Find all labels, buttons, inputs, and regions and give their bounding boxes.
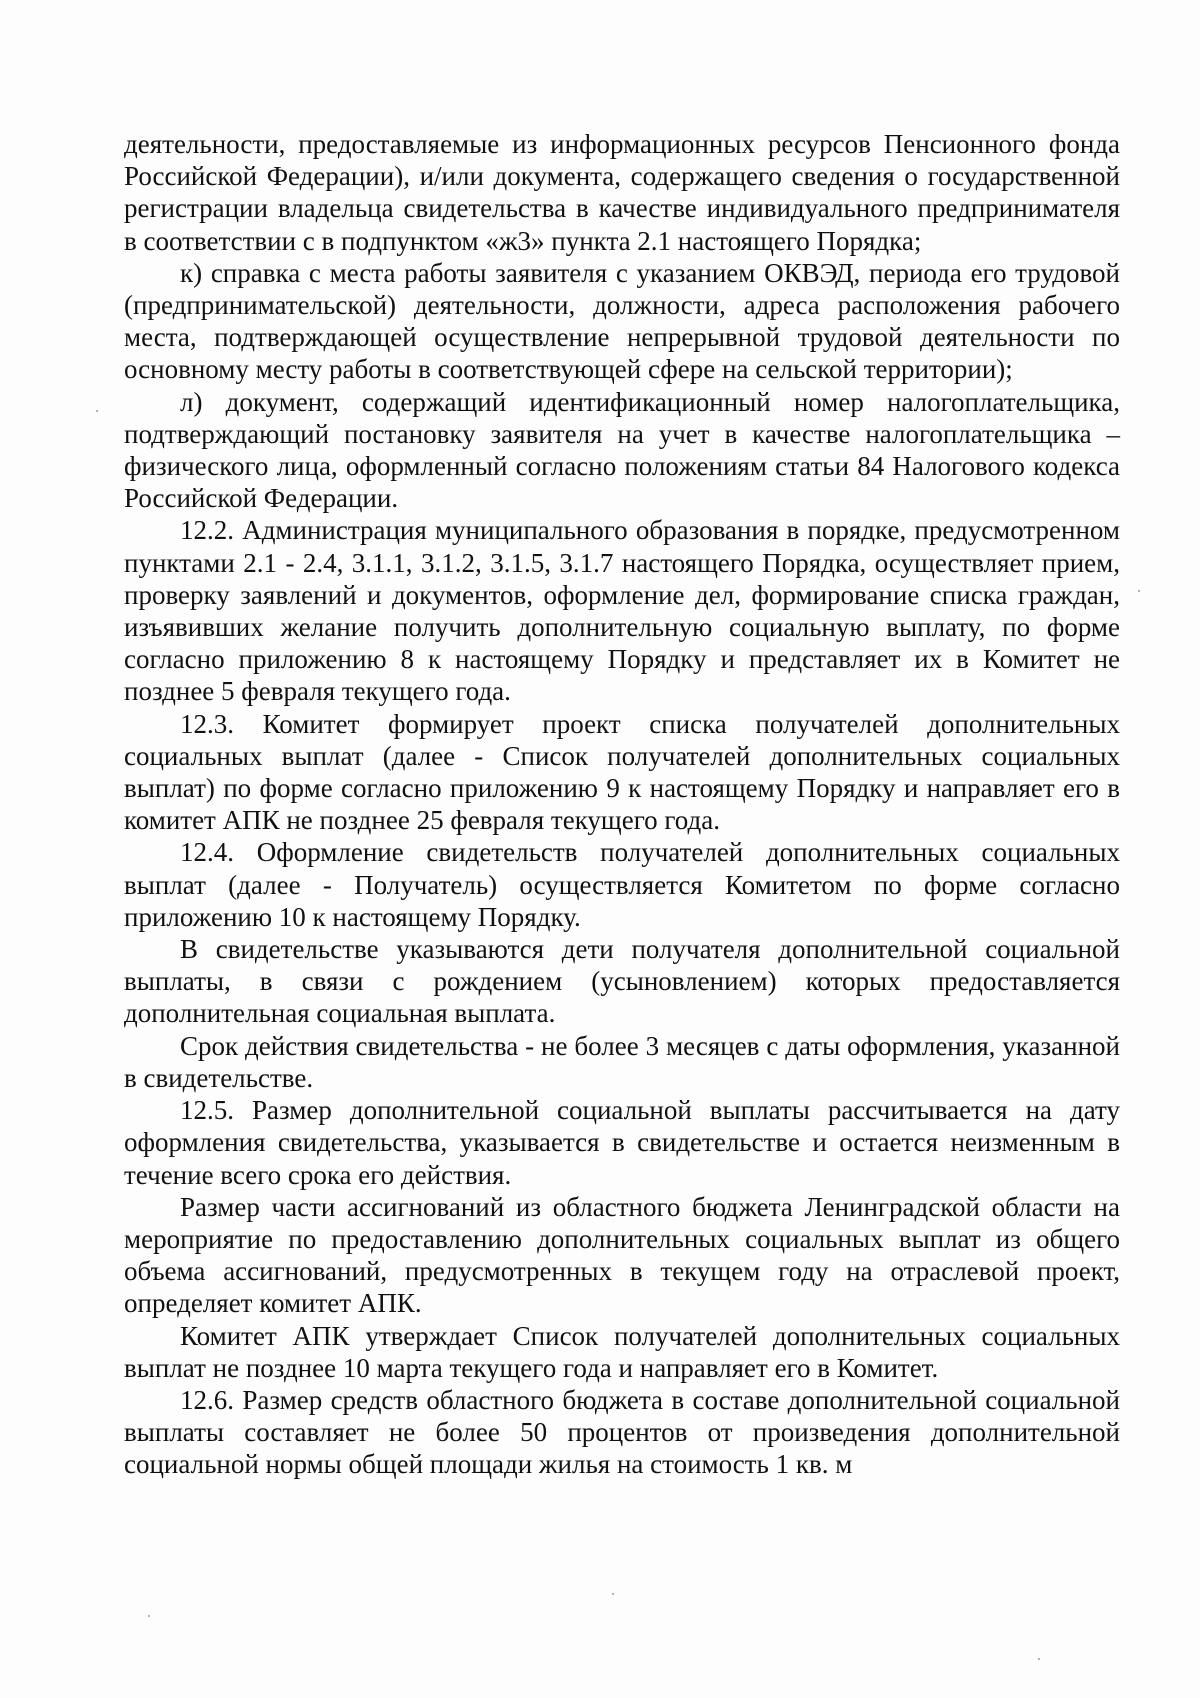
document-body bbox=[124, 128, 1120, 1481]
paragraph-12-4: 12.4. Оформление свидетельств получателей дополнительных социальных выплат (далее - Получатель) осуществляется Комитетом по форме согласно приложению 10 к настоящему Порядку. bbox=[124, 837, 1120, 932]
paragraph-12-5: 12.5. Размер дополнительной социальной выплаты рассчитывается на дату оформления свидетельства, указывается в свидетельстве и остается неизменным в течение всего срока его действия. bbox=[124, 1095, 1120, 1190]
paragraph-certificate-validity: Срок действия свидетельства - не более 3 месяцев с даты оформления, указанной в свидетельстве. bbox=[124, 1030, 1120, 1093]
paragraph-certificate-children: В свидетельстве указываются дети получателя дополнительной социальной выплаты, в связи с рождением (усыновлением) которых предоставляется дополнительная социальная выплата. bbox=[124, 934, 1120, 1029]
scan-speck bbox=[1038, 1658, 1040, 1660]
paragraph-item-k: к) справка с места работы заявителя с указанием ОКВЭД, периода его трудовой (предпринимательской) деятельности, должности, адреса расположения рабочего места, подтверждающей осуществление непрерывной трудовой деятельности по основному месту работы в соответствующей сфере на сельской территории); bbox=[124, 257, 1120, 385]
paragraph-apk-approval: Комитет АПК утверждает Список получателей дополнительных социальных выплат не позднее 10 марта текущего года и направляет его в Комитет. bbox=[124, 1320, 1120, 1383]
scan-speck bbox=[612, 1593, 614, 1595]
scan-speck bbox=[1138, 590, 1140, 592]
scan-speck bbox=[148, 1615, 150, 1617]
paragraph-allocation-share: Размер части ассигнований из областного бюджета Ленинградской области на мероприятие по предоставлению дополнительных социальных выплат из общего объема ассигнований, предусмотренных в текущем году на отраслевой проект, определяет комитет АПК. bbox=[124, 1191, 1120, 1319]
paragraph-item-l: л) документ, содержащий идентификационный номер налогоплательщика, подтверждающий постановку заявителя на учет в качестве налогоплательщика – физического лица, оформленный согласно положениям статьи 84 Налогового кодекса Российской Федерации. bbox=[124, 386, 1120, 514]
paragraph-continuation: деятельности, предоставляемые из информационных ресурсов Пенсионного фонда Российской Федерации), и/или документа, содержащего сведения о государственной регистрации владельца свидетельства в качестве индивидуального предпринимателя в соответствии с в подпунктом «ж3» пункта 2.1 настоящего Порядка; bbox=[124, 129, 1120, 256]
paragraph-12-3: 12.3. Комитет формирует проект списка получателей дополнительных социальных выплат (далее - Список получателей дополнительных социальных выплат) по форме согласно приложению 9 к настоящему Порядку и направляет его в комитет АПК не позднее 25 февраля текущего года. bbox=[124, 708, 1120, 836]
paragraph-12-2: 12.2. Администрация муниципального образования в порядке, предусмотренном пунктами 2.1 - 2.4, 3.1.1, 3.1.2, 3.1.5, 3.1.7 настоящего Порядка, осуществляет прием, проверку заявлений и документов, оформление дел, формирование списка граждан, изъявивших желание получить дополнительную социальную выплату, по форме согласно приложению 8 к настоящему Порядку и представляет их в Комитет не позднее 5 февраля текущего года. bbox=[124, 515, 1120, 707]
paragraph-12-6: 12.6. Размер средств областного бюджета в составе дополнительной социальной выплаты составляет не более 50 процентов от произведения дополнительной социальной нормы общей площади жилья на стоимость 1 кв. м bbox=[124, 1384, 1120, 1480]
scan-speck bbox=[96, 410, 98, 412]
